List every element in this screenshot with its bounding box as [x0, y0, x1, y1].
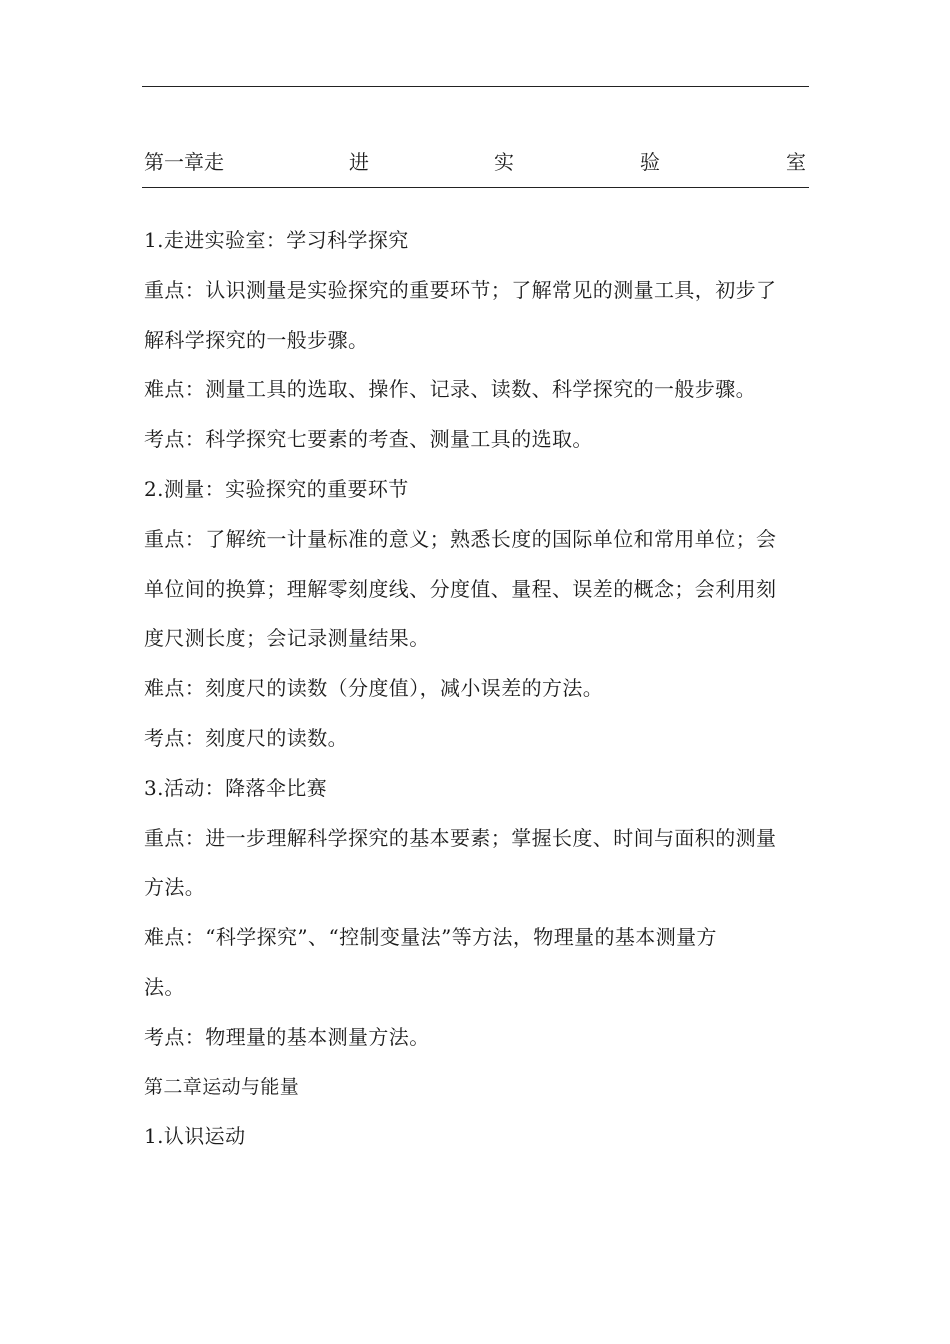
section-heading: 2.测量：实验探究的重要环节 [144, 476, 409, 501]
text-line: 难点：“科学探究”、“控制变量法”等方法，物理量的基本测量方 [144, 925, 717, 950]
text-line: 考点：物理量的基本测量方法。 [144, 1024, 430, 1049]
text-line: 考点：科学探究七要素的考查、测量工具的选取。 [144, 427, 593, 452]
chapter-title-part: 验 [640, 150, 660, 174]
text-line: 难点：刻度尺的读数（分度值），减小误差的方法。 [144, 676, 604, 701]
chapter-title-part: 实 [494, 150, 514, 174]
chapter-title-part: 第一章走 [144, 150, 224, 174]
text-line: 法。 [144, 974, 185, 999]
chapter-title-part: 进 [349, 150, 369, 174]
section-heading: 3.活动：降落伞比赛 [144, 775, 328, 800]
section-heading: 1.走进实验室：学习科学探究 [144, 228, 409, 252]
text-line: 难点：测量工具的选取、操作、记录、读数、科学探究的一般步骤。 [144, 377, 756, 402]
chapter-heading: 第二章运动与能量 [144, 1075, 300, 1098]
text-line: 考点：刻度尺的读数。 [144, 725, 348, 750]
text-line: 重点：认识测量是实验探究的重要环节；了解常见的测量工具，初步了 [144, 277, 777, 302]
section-heading: 1.认识运动 [144, 1124, 246, 1149]
text-line: 单位间的换算；理解零刻度线、分度值、量程、误差的概念；会利用刻 [144, 576, 777, 601]
text-line: 重点：了解统一计量标准的意义；熟悉长度的国际单位和常用单位；会 [144, 526, 777, 551]
chapter-title-part: 室 [786, 150, 806, 174]
text-line: 重点：进一步理解科学探究的基本要素；掌握长度、时间与面积的测量 [144, 825, 777, 850]
document-body [144, 216, 794, 1162]
title-rule [142, 187, 809, 188]
text-line: 方法。 [144, 875, 206, 900]
chapter-title [144, 146, 808, 178]
header-rule [142, 86, 809, 87]
text-line: 解科学探究的一般步骤。 [144, 327, 369, 352]
text-line: 度尺测长度；会记录测量结果。 [144, 626, 430, 651]
